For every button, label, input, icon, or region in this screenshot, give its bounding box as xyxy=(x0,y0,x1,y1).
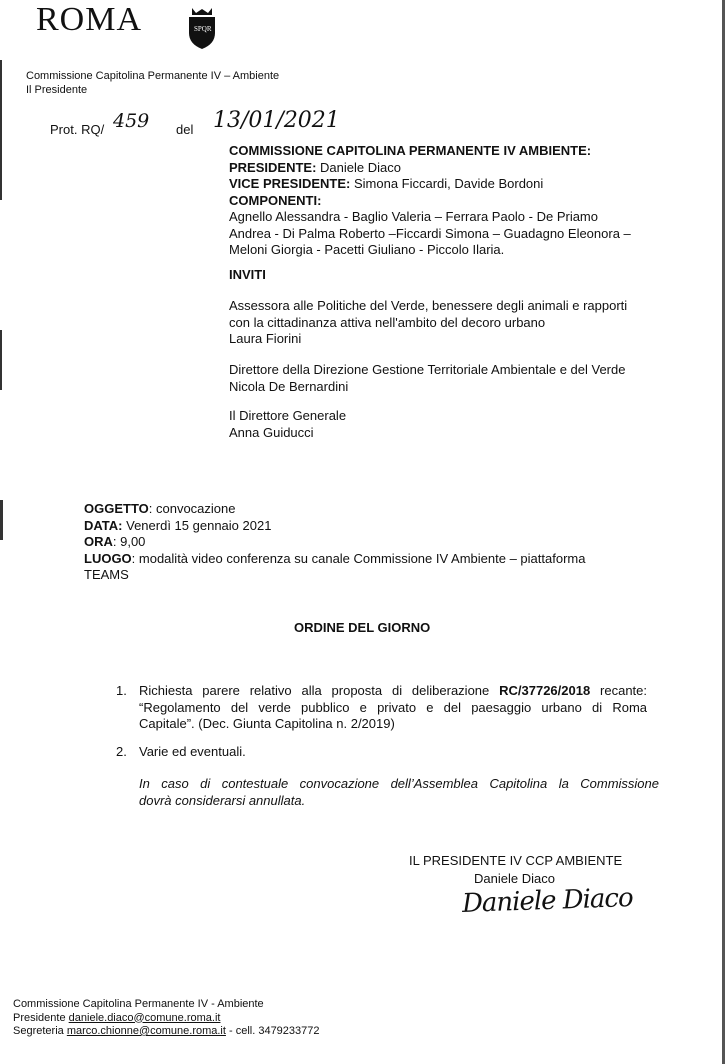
agenda-item-number: 2. xyxy=(116,744,127,759)
ora-row: ORA: 9,00 xyxy=(84,534,146,549)
oggetto-row: OGGETTO: convocazione xyxy=(84,501,236,516)
data-row: DATA: Venerdì 15 gennaio 2021 xyxy=(84,517,272,533)
scan-edge-mark xyxy=(0,330,2,390)
footer-president: Presidente daniele.diaco@comune.roma.it xyxy=(13,1011,221,1024)
agenda-item-number: 1. xyxy=(116,683,127,698)
cancellation-note: In caso di contestuale convocazione dell’Assemblea Capitolina la Commissione dovrà considerarsi annullata. xyxy=(139,776,659,808)
commission-heading: COMMISSIONE CAPITOLINA PERMANENTE IV AMBIENTE: xyxy=(229,143,592,158)
addressees-block xyxy=(229,143,631,259)
vice-president-row: VICE PRESIDENTE: Simona Ficcardi, Davide Bordoni xyxy=(229,176,544,191)
department-line: Commissione Capitolina Permanente IV – Ambiente xyxy=(26,70,280,82)
roma-logo-text: ROMA xyxy=(36,1,143,38)
members-line: Meloni Giorgia - Pacetti Giuliano - Piccolo Ilaria. xyxy=(229,242,505,257)
invitee-direttore-generale: Il Direttore Generale Anna Guiducci xyxy=(229,408,347,440)
role-line: Il Presidente xyxy=(26,83,88,96)
svg-text:SPQR: SPQR xyxy=(194,25,212,33)
protocol-number: 459 xyxy=(113,110,150,132)
signature-name: Daniele Diaco xyxy=(474,871,555,886)
secretary-email-link[interactable]: marco.chionne@comune.roma.it xyxy=(66,1025,226,1037)
members-line: Agnello Alessandra - Baglio Valeria – Ferrara Paolo - De Priamo xyxy=(229,209,598,224)
members-heading: COMPONENTI: xyxy=(229,192,322,208)
handwritten-signature: Daniele Diaco xyxy=(461,883,634,919)
invitee-assessora: Assessora alle Politiche del Verde, benessere degli animali e rapporti con la cittadinanza attiva nell'ambito del decoro urbano Laura Fiorini xyxy=(229,298,628,346)
president-email-link[interactable]: daniele.diaco@comune.roma.it xyxy=(68,1011,221,1024)
footer-commission: Commissione Capitolina Permanente IV - Ambiente xyxy=(13,998,264,1010)
date-label: del xyxy=(176,122,194,137)
meeting-details xyxy=(84,501,585,584)
scan-edge-mark xyxy=(0,500,3,540)
luogo-continuation: TEAMS xyxy=(84,567,129,582)
agenda-item-1: Richiesta parere relativo alla proposta di deliberazione RC/37726/2018 recante: “Regolamento del verde pubblico e privato e del paesaggio urbano di Roma Capitale”. (Dec. Giunta Capitolina n. 2/2019) xyxy=(139,683,647,731)
signature-title: IL PRESIDENTE IV CCP AMBIENTE xyxy=(409,853,623,868)
date-value: 13/01/2021 xyxy=(213,108,340,133)
protocol-label: Prot. RQ/ xyxy=(50,122,105,137)
scan-edge-mark xyxy=(0,60,2,200)
invitee-direttore-direzione: Direttore della Direzione Gestione Territoriale Ambientale e del Verde Nicola De Bernardini xyxy=(229,362,626,394)
agenda-item-2: Varie ed eventuali. xyxy=(139,744,246,759)
footer xyxy=(13,998,320,1039)
roma-crest-icon xyxy=(186,6,218,50)
agenda-title: ORDINE DEL GIORNO xyxy=(294,620,431,635)
president-row: PRESIDENTE: Daniele Diaco xyxy=(229,159,401,175)
invites-heading: INVITI xyxy=(229,267,266,282)
luogo-row: LUOGO: modalità video conferenza su canale Commissione IV Ambiente – piattaforma xyxy=(84,550,586,566)
members-line: Andrea - Di Palma Roberto –Ficcardi Simona – Guadagno Eleonora – xyxy=(229,225,631,241)
footer-secretary: Segreteria marco.chionne@comune.roma.it - cell. 3479233772 xyxy=(13,1025,320,1037)
